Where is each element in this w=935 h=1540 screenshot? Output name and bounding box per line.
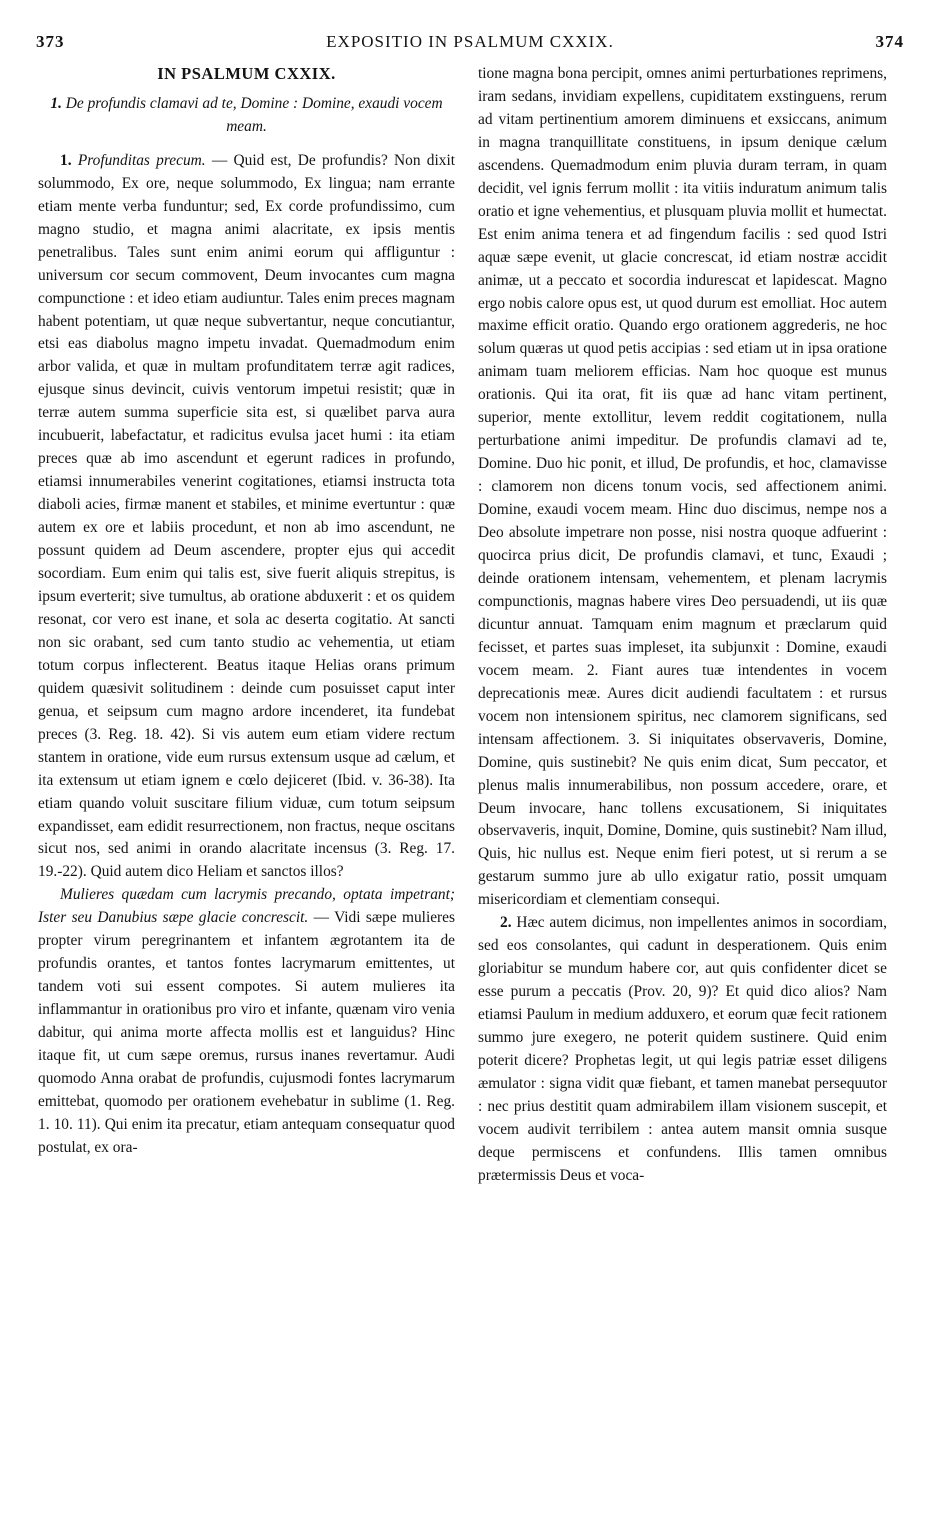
paragraph-lemma: Profunditas precum. xyxy=(77,151,206,169)
right-column xyxy=(478,63,887,1188)
commentary-paragraph-1 xyxy=(38,150,455,885)
page-number-right: 374 xyxy=(875,32,904,51)
paragraph-text: — Quid est, De profundis? Non dixit solummodo, Ex ore, neque solummodo, Ex lingua; nam errante etiam mente verba funduntur; sed, Ex corde profundissimo, cum magno studio, et magna animi alacritate, ex ipsis mentis penetralibus. Tales sunt enim animi eorum qui affliguntur : universum cor secum commovent, Deum invocantes cum magna compunctione : et ideo etiam audiuntur. Tales enim preces magnam habent potentiam, ut quæ neque subvertantur, neque concutiantur, etsi eas diabolus magno impetu invadat. Quemadmodum enim arbor valida, et quæ in multam profunditatem terræ agit radices, ejusque sinus devincit, cuivis ventorum impetui resistit; quæ in terræ autem summa superficie sita est, si quælibet parva aura incubuerit, labefactatur, et radicitus evulsa jacet humi : ita etiam preces quæ ab imo ascendunt et egerunt radices in profundo, etiamsi innumerabiles venerint cogitationes, etiamsi instructa tota diaboli acies, firmæ manent et stabiles, et minime evertuntur : quæ autem ex ore et labiis procedunt, et non ab imo ascendunt, ne possunt quidem ad Deum ascendere, propter ejus qui accedit socordiam. Eum enim qui talis est, sive fuerit aliquis strepitus, is ipsum everterit; sive tumultus, ab oratione abduxerit : et os quidem resonat, cor vero est inane, et sola ac deserta cogitatio. At sancti non sic orabant, sed cum tanto studio ac vehementia, ut etiam totum corpus inflecterent. Beatus itaque Helias orans primum quidem quæsivit solitudinem : deinde cum posuisset caput inter genua, et seipsum cum magno ardore incenderet, ita fundebat preces (3. Reg. 18. 42). Si vis autem eum etiam videre rectum stantem in oratione, vide eum rursus extensum usque ad cælum, et ita extensum ut etiam ignem e cœlo dejiceret (Ibid. v. 36-38). Ita etiam quando voluit suscitare filium viduæ, cum totum seipsum expandisset, eam edidit resurrectionem, non fractus, neque oscitans sicut nos, sed animi in orando alacritate incensus (3. Reg. 17. 19.-22). Quid autem dico Heliam et sanctos illos? xyxy=(38,151,455,881)
commentary-paragraph-2 xyxy=(38,884,455,1159)
commentary-paragraph-3 xyxy=(478,912,887,1187)
page-number-left: 373 xyxy=(36,32,65,51)
paragraph-text: Hæc autem dicimus, non impellentes animos in socordiam, sed eos consolantes, qui cadunt in desperationem. Quis enim gloriabitur se mundum habere cor, aut quis confidenter dicet se esse purum a peccatis (Prov. 20, 9)? Et quid dico alios? Nam etiamsi Paulum in medium adduxero, et eorum quæ fecit rationem summo jure exegero, ne poterit quidem sustinere. Quid enim poterit dicere? Prophetas legit, ut qui legis patriæ esset diligens æmulator : signa vidit quæ fiebant, et tamen manebat persequutor : nec prius destitit quam admirabilem illam visionem suscepit, et vocem audivit terribilem : antea autem mansit omnia susque deque permiscens et confundens. Illis tamen omnibus prætermissis Deus et voca- xyxy=(478,914,887,1184)
paragraph-number: 2. xyxy=(500,914,512,932)
continued-paragraph: tione magna bona percipit, omnes animi perturbationes reprimens, iram sedans, invidiam expellens, cupiditatem exstinguens, rerum ad vitam pertinentium amorem diminuens et exsiccans, animum in magna tranquillitate constituens, in ipsum denique cælum ascendens. Quemadmodum enim pluvia duram terram, in quam decidit, vel ignis ferrum mollit : ita vitiis induratum animum talis oratio et igne vehementius, et plusquam pluvia mollit et humectat. Est enim anima tenera et ad fingendum facilis : sed quod Istri aquæ sæpe evenit, ut glacie concrescat, id etiam nostræ accidit animæ, ut a peccato et socordia indurescat et lapidescat. Magno ergo nobis calore opus est, ut quod durum est emolliat. Hoc autem maxime efficit oratio. Quando ergo orationem aggrederis, ne hoc solum quæras ut quod petis accipias : sed etiam ut in ipsa oratione animam tuam meliorem efficias. Nam hoc quoque est munus orationis. Qui ita orat, fit iis quæ ad hanc vitam pertinent, superior, mente extollitur, levem reddit cogitationem, nulla perturbatione animi impeditur. De profundis clamavi ad te, Domine. Duo hic ponit, et illud, De profundis, et hoc, clamavisse : clamorem non dicens tonum vocis, sed affectionem animi. Domine, exaudi vocem meam. Hinc duo discimus, nempe nos a Deo absolute impetrare non posse, nisi nostra quoque adfuerint : quocirca prius dicit, De profundis clamavi, et tunc, Exaudi ; deinde orationem intensam, vehementem, et plenam lacrymis compunctionis, magnas habere vires Deo persuadendi, ut iis quæ dicuntur annuat. Tamquam enim magnum et præclarum quid fecisset, et partes suas impleset, ita subjunxit : Domine, exaudi vocem meam. 2. Fiant aures tuæ intendentes in vocem deprecationis meæ. Aures dicit audiendi facultatem : et rursus vocem non intensionem spiritus, nec clamorem significans, sed intensam affectionem. 3. Si iniquitates observaveris, Domine, Domine, quis sustinebit? Ne quis enim dicat, Sum peccator, et plenus malis innumerabilibus, non possum accedere, orare, et Deum invocare, hanc tollens excusationem, Si iniquitates observaveris, inquit, Domine, Domine, quis sustinebit? Nam illud, Quis, hic nullus est. Neque enim fieri potest, ut si rerum a se gestarum summo jure ab ullo exigatur ratio, possit umquam misericordiam et clementiam consequi. xyxy=(478,65,887,909)
psalm-verse xyxy=(38,93,455,139)
paragraph-text: — Vidi sæpe mulieres propter virum peregrinantem et infantem ægrotantem ita de profundis orantes, et tantos fontes lacrymarum emittentes, ut tandem voti sui essent compotes. Si autem mulieres ita inflammantur in orationibus pro viro et infante, quænam viro venia dabitur, qui anima morte affecta mollis est et languidus? Hinc itaque fit, ut cum sæpe oremus, rursus inanes revertamur. Audi quomodo Anna orabat de profundis, cujusmodi fontes lacrymarum emittebat, quomodo per orationem evehebatur in sublime (1. Reg. 1. 10. 11). Qui enim ita precatur, etiam antequam consequatur quod postulat, ex ora- xyxy=(38,909,456,1156)
verse-number: 1. xyxy=(50,94,62,112)
running-header xyxy=(36,32,904,58)
paragraph-number: 1. xyxy=(60,151,72,169)
verse-text: De profundis clamavi ad te, Domine : Domine, exaudi vocem meam. xyxy=(65,94,443,135)
section-title: IN PSALMUM CXXIX. xyxy=(157,64,336,83)
left-column xyxy=(38,63,455,1160)
running-title: EXPOSITIO IN PSALMUM CXXIX. xyxy=(326,32,614,51)
paragraph-lemma: Mulieres quædam cum lacrymis precando, optata impetrant; Ister seu Danubius sæpe glacie concrescit. xyxy=(38,886,455,927)
